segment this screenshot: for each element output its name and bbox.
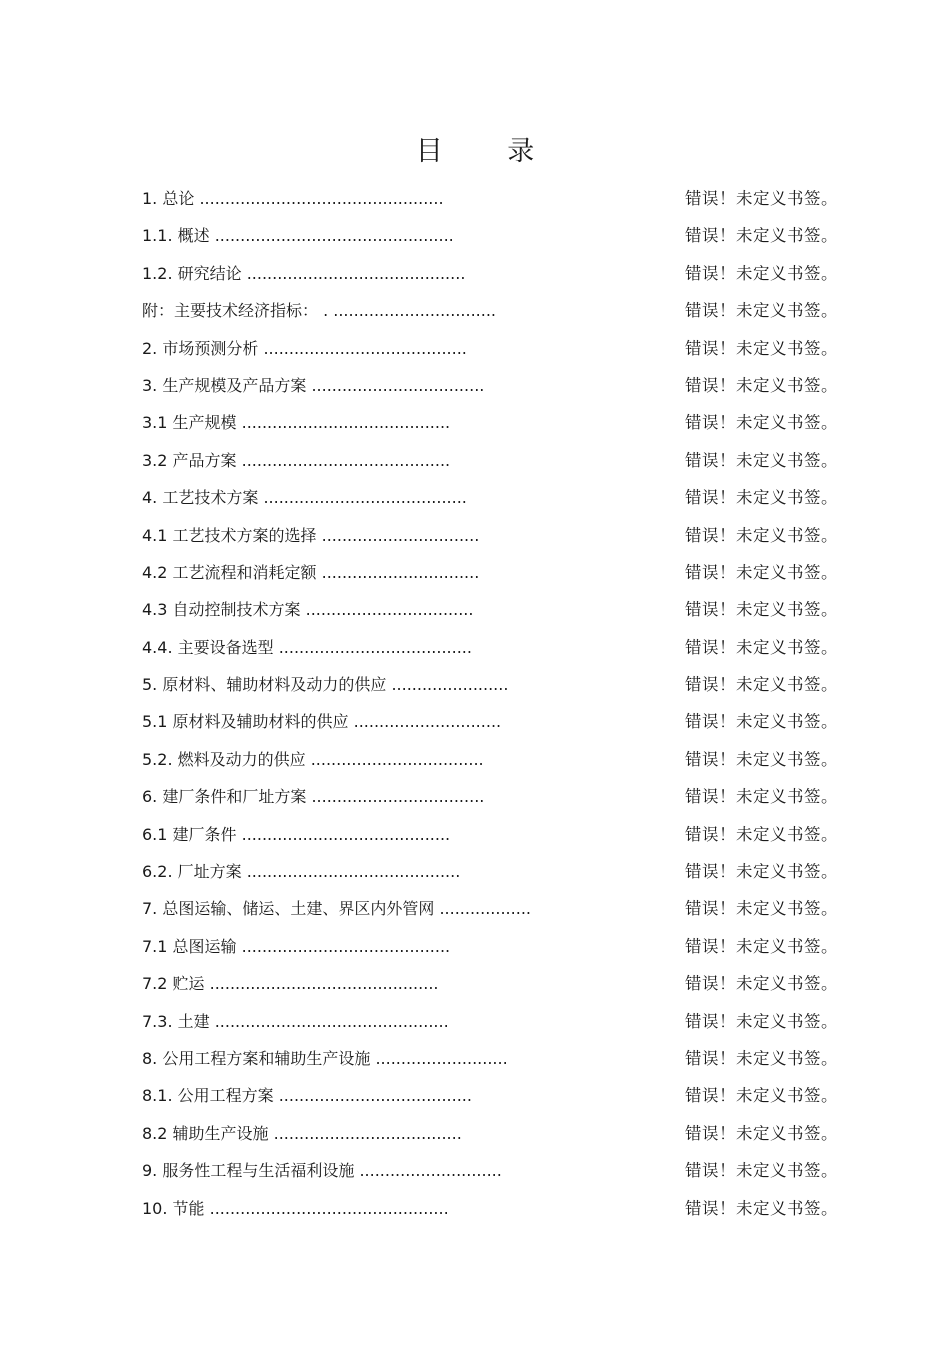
toc-entry-label: 6. 建厂条件和厂址方案 ..................................	[142, 787, 485, 807]
toc-entry-label: 8.2 辅助生产设施 .....................................	[142, 1123, 462, 1143]
toc-entry-page-ref: 错误！未定义书签。	[685, 525, 838, 545]
toc-entry-label: 7. 总图运输、储运、土建、界区内外管网 ..................	[142, 899, 531, 919]
toc-entry[interactable]	[142, 1003, 842, 1040]
toc-entry-page-ref: 错误！未定义书签。	[685, 1161, 838, 1181]
toc-entry-page-ref: 错误！未定义书签。	[685, 413, 838, 433]
toc-entry[interactable]	[142, 479, 842, 516]
toc-entry[interactable]	[142, 928, 842, 965]
toc-entry-page-ref: 错误！未定义书签。	[685, 637, 838, 657]
toc-entry[interactable]	[142, 666, 842, 703]
toc-entry[interactable]	[142, 367, 842, 404]
toc-entry-page-ref: 错误！未定义书签。	[685, 712, 838, 732]
toc-title: 目 录	[415, 136, 563, 167]
toc-entry-label: 3. 生产规模及产品方案 ..................................	[142, 375, 485, 395]
toc-entry-label: 8. 公用工程方案和辅助生产设施 ..........................	[142, 1048, 508, 1068]
toc-entry-page-ref: 错误！未定义书签。	[685, 1048, 838, 1068]
toc-entry-page-ref: 错误！未定义书签。	[685, 301, 838, 321]
toc-entry[interactable]	[142, 442, 842, 479]
toc-entry-label: 4.4. 主要设备选型 ......................................	[142, 637, 472, 657]
toc-entry-page-ref: 错误！未定义书签。	[685, 862, 838, 882]
toc-entry[interactable]	[142, 554, 842, 591]
toc-entry-page-ref: 错误！未定义书签。	[685, 1198, 838, 1218]
toc-entry-label: 6.1 建厂条件 .........................................	[142, 824, 451, 844]
toc-entry[interactable]	[142, 778, 842, 815]
toc-entry[interactable]	[142, 292, 842, 329]
toc-entry[interactable]	[142, 1190, 842, 1227]
toc-entry-page-ref: 错误！未定义书签。	[685, 749, 838, 769]
toc-entry-label: 4. 工艺技术方案 ........................................	[142, 488, 467, 508]
toc-entry-page-ref: 错误！未定义书签。	[685, 450, 838, 470]
toc-entry-page-ref: 错误！未定义书签。	[685, 375, 838, 395]
toc-entry-label: 5.2. 燃料及动力的供应 ..................................	[142, 749, 484, 769]
toc-entry[interactable]	[142, 1115, 842, 1152]
toc-entry-label: 2. 市场预测分析 ........................................	[142, 338, 467, 358]
toc-entry-label: 6.2. 厂址方案 ..........................................	[142, 862, 461, 882]
toc-entry-label: 4.2 工艺流程和消耗定额 ...............................	[142, 562, 480, 582]
toc-entry[interactable]	[142, 255, 842, 292]
toc-entry[interactable]	[142, 741, 842, 778]
toc-entry-label: 4.1 工艺技术方案的选择 ...............................	[142, 525, 480, 545]
toc-entry[interactable]	[142, 591, 842, 628]
toc-entry-page-ref: 错误！未定义书签。	[685, 189, 838, 208]
toc-entry-label: 3.2 产品方案 .........................................	[142, 450, 451, 470]
toc-entry-label: 3.1 生产规模 .........................................	[142, 413, 451, 433]
toc-entry[interactable]	[142, 330, 842, 367]
toc-entry-label: 1.1. 概述 ...............................................	[142, 226, 454, 246]
toc-entry-label: 1. 总论 ................................................	[142, 189, 444, 208]
toc-entry[interactable]	[142, 180, 842, 217]
toc-entry[interactable]	[142, 1152, 842, 1189]
toc-entry-page-ref: 错误！未定义书签。	[685, 1011, 838, 1031]
toc-entry-page-ref: 错误！未定义书签。	[685, 600, 838, 620]
toc-entry-page-ref: 错误！未定义书签。	[685, 226, 838, 246]
toc-entry[interactable]	[142, 217, 842, 254]
toc-entry-label: 1.2. 研究结论 ...........................................	[142, 263, 466, 283]
toc-entry-page-ref: 错误！未定义书签。	[685, 338, 838, 358]
toc-entry-label: 5. 原材料、辅助材料及动力的供应 .......................	[142, 675, 509, 695]
toc-entry-page-ref: 错误！未定义书签。	[685, 1123, 838, 1143]
toc-entry-label: 7.1 总图运输 .........................................	[142, 936, 451, 956]
toc-entry-page-ref: 错误！未定义书签。	[685, 974, 838, 994]
toc-entry[interactable]	[142, 703, 842, 740]
toc-entry[interactable]	[142, 517, 842, 554]
toc-entry-label: 9. 服务性工程与生活福利设施 ............................	[142, 1161, 502, 1181]
toc-entry[interactable]	[142, 629, 842, 666]
toc-entry-label: 8.1. 公用工程方案 ......................................	[142, 1086, 472, 1106]
toc-entry-page-ref: 错误！未定义书签。	[685, 787, 838, 807]
toc-entry[interactable]	[142, 965, 842, 1002]
toc-entry[interactable]	[142, 1077, 842, 1114]
toc-entry[interactable]	[142, 404, 842, 441]
toc-entry-label: 4.3 自动控制技术方案 .................................	[142, 600, 474, 620]
toc-entry[interactable]	[142, 816, 842, 853]
toc-entry-page-ref: 错误！未定义书签。	[685, 936, 838, 956]
toc-entry[interactable]	[142, 1040, 842, 1077]
toc-entry-page-ref: 错误！未定义书签。	[685, 488, 838, 508]
toc-entry-label: 5.1 原材料及辅助材料的供应 .............................	[142, 712, 502, 732]
toc-entry-page-ref: 错误！未定义书签。	[685, 824, 838, 844]
toc-entry-page-ref: 错误！未定义书签。	[685, 1086, 838, 1106]
toc-entry-label: 10. 节能 ...............................................	[142, 1198, 449, 1218]
toc-entry[interactable]	[142, 890, 842, 927]
toc-entry-page-ref: 错误！未定义书签。	[685, 899, 838, 919]
toc-entry-label: 7.2 贮运 .............................................	[142, 974, 439, 994]
toc-entry-label: 附：主要技术经济指标： . ................................	[142, 301, 497, 321]
toc-entry-page-ref: 错误！未定义书签。	[685, 562, 838, 582]
toc-entry-label: 7.3. 土建 ..............................................	[142, 1011, 449, 1031]
toc-entry-page-ref: 错误！未定义书签。	[685, 675, 838, 695]
toc-list	[142, 180, 842, 1227]
toc-entry[interactable]	[142, 853, 842, 890]
toc-entry-page-ref: 错误！未定义书签。	[685, 263, 838, 283]
